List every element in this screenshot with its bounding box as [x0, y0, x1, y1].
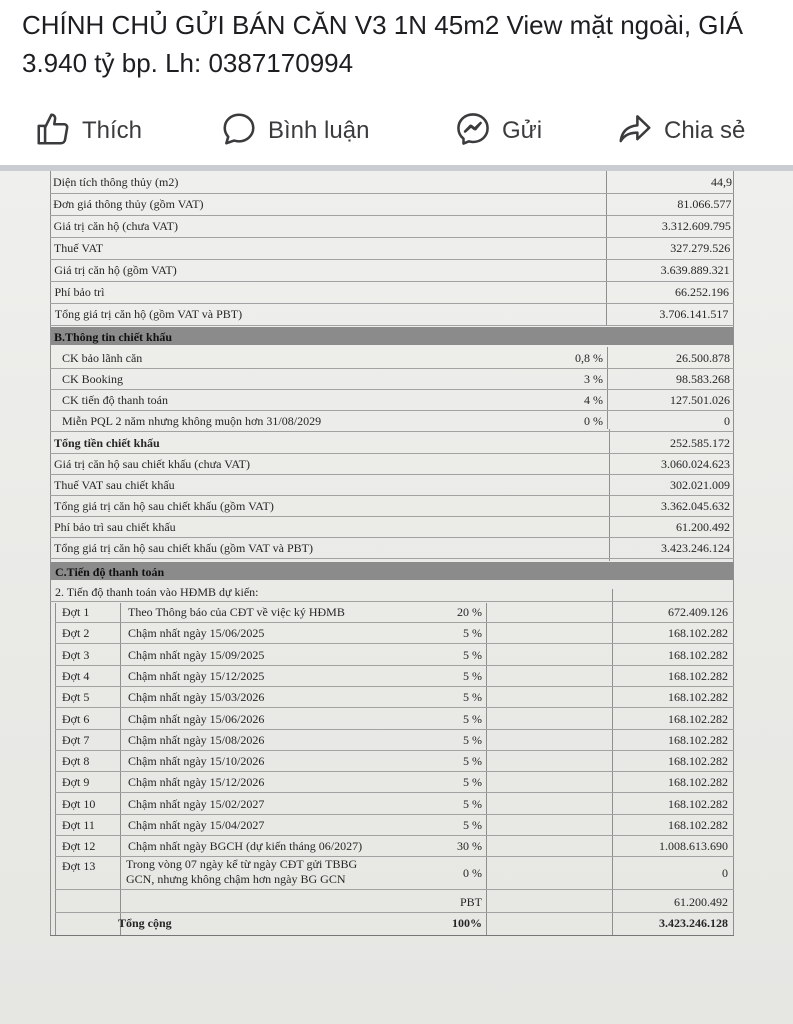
row-divider	[55, 686, 734, 687]
installment-pct: 20 %	[457, 605, 482, 619]
table-right-border	[733, 171, 734, 935]
installment-value: 1.008.613.690	[659, 839, 728, 854]
section-c-subtitle: 2. Tiến độ thanh toán vào HĐMB dự kiến:	[55, 585, 259, 599]
row-divider	[50, 431, 734, 432]
section-a-value: 66.252.196	[675, 285, 729, 299]
installment-name: Đợt 2	[62, 626, 90, 641]
row-divider	[50, 516, 734, 517]
thumbs-up-icon	[34, 110, 72, 153]
installment-pct: 5 %	[463, 754, 482, 769]
row-divider	[55, 729, 734, 730]
installment-value: 168.102.282	[668, 732, 728, 747]
row-divider	[55, 622, 734, 623]
installment-desc: Chậm nhất ngày BGCH (dự kiến tháng 06/2027)	[128, 839, 363, 854]
like-label: Thích	[82, 117, 143, 144]
installment-name: Đợt 9	[62, 775, 90, 790]
installment-pct: 5 %	[463, 668, 482, 683]
row-divider	[55, 835, 734, 836]
row-divider	[50, 453, 734, 454]
installment-pct: 5 %	[463, 647, 482, 662]
section-b-total-value: 3.423.246.124	[661, 541, 730, 555]
table-bottom-border	[50, 935, 734, 936]
installment-pct: 5 %	[463, 818, 482, 832]
row-divider	[50, 237, 734, 238]
installment-desc: Chậm nhất ngày 15/06/2026	[128, 711, 265, 726]
installment-value: 168.102.282	[668, 626, 728, 641]
comment-label: Bình luận	[268, 117, 370, 144]
installment-name: Đợt 5	[62, 690, 90, 705]
table-column-divider	[55, 603, 56, 935]
installment-value: 168.102.282	[668, 711, 728, 726]
section-b-total-value: 3.060.024.623	[661, 457, 730, 471]
section-a-label: Giá trị căn hộ (gồm VAT)	[54, 263, 177, 277]
section-a-value: 81.066.577	[677, 197, 732, 211]
row-divider	[50, 259, 734, 260]
installment-desc: Chậm nhất ngày 15/12/2025	[128, 668, 265, 683]
pbt-value: 61.200.492	[674, 895, 728, 909]
installment-pct: 5 %	[463, 775, 482, 790]
installment-desc: Chậm nhất ngày 15/09/2025	[128, 647, 265, 662]
installment-desc: Theo Thông báo của CĐT về việc ký HĐMB	[128, 605, 345, 619]
section-a-value: 44,9	[711, 175, 732, 189]
installment-13-pct: 0 %	[463, 866, 482, 880]
row-divider	[50, 325, 734, 326]
section-b-title: B.Thông tin chiết khấu	[54, 330, 173, 344]
installment-name: Đợt 12	[62, 839, 96, 854]
row-divider	[55, 707, 734, 708]
section-a-label: Phí bảo trì	[54, 285, 105, 299]
section-c-title: C.Tiến độ thanh toán	[55, 565, 165, 579]
section-b-total-label: Thuế VAT sau chiết khấu	[54, 478, 175, 492]
installment-desc: Chậm nhất ngày 15/02/2027	[128, 796, 265, 811]
installment-name: Đợt 11	[62, 818, 95, 832]
grand-total-value: 3.423.246.128	[659, 916, 728, 930]
installment-value: 168.102.282	[668, 775, 728, 790]
section-b-total-label: Tổng giá trị căn hộ sau chiết khấu (gồm VAT)	[54, 499, 274, 513]
section-b-total-label: Giá trị căn hộ sau chiết khấu (chưa VAT)	[54, 457, 251, 471]
installment-name: Đợt 6	[62, 711, 90, 726]
comment-button[interactable]	[220, 108, 369, 154]
section-b-item-pct: 0,8 %	[575, 351, 603, 365]
installment-value: 672.409.126	[668, 605, 728, 619]
table-column-divider	[120, 603, 121, 935]
row-divider	[50, 303, 734, 304]
table-column-divider	[486, 603, 487, 935]
installment-pct: 5 %	[463, 626, 482, 641]
share-button[interactable]	[616, 108, 745, 154]
table-column-divider	[606, 171, 607, 325]
section-b-item-value: 26.500.878	[676, 351, 730, 365]
section-b-item-pct: 3 %	[584, 372, 603, 386]
section-b-total-value: 61.200.492	[676, 520, 730, 534]
installment-pct: 5 %	[463, 732, 482, 747]
send-button[interactable]	[454, 108, 542, 154]
section-a-label: Diện tích thông thủy (m2)	[53, 175, 179, 189]
section-a-label: Giá trị căn hộ (chưa VAT)	[53, 219, 178, 233]
installment-desc: Chậm nhất ngày 15/03/2026	[128, 690, 265, 705]
row-divider	[50, 368, 734, 369]
installment-value: 168.102.282	[668, 647, 728, 662]
section-b-item-label: CK Booking	[62, 372, 124, 386]
installment-value: 168.102.282	[668, 754, 728, 769]
installment-desc: Chậm nhất ngày 15/04/2027	[128, 818, 265, 832]
section-b-item-label: CK bảo lãnh căn	[62, 351, 143, 365]
installment-13-desc-line1: Trong vòng 07 ngày kể từ ngày CĐT gửi TBBG	[126, 857, 358, 871]
row-divider	[55, 912, 734, 913]
grand-total-pct: 100%	[452, 916, 482, 930]
grand-total-label: Tổng cộng	[118, 916, 172, 930]
send-label: Gửi	[502, 117, 543, 144]
installment-name: Đợt 1	[62, 605, 90, 619]
row-divider	[50, 193, 734, 194]
section-a-label: Đơn giá thông thủy (gồm VAT)	[53, 197, 204, 211]
row-divider	[55, 814, 734, 815]
installment-name: Đợt 3	[62, 647, 90, 662]
price-sheet-document	[0, 171, 793, 1024]
section-b-total-label: Tổng giá trị căn hộ sau chiết khấu (gồm VAT và PBT)	[54, 541, 313, 555]
installment-name: Đợt 7	[62, 732, 90, 747]
row-divider	[50, 215, 734, 216]
row-divider	[55, 643, 734, 644]
section-a-value: 3.639.889.321	[660, 263, 730, 277]
installment-name: Đợt 10	[62, 796, 96, 811]
installment-13-name: Đợt 13	[62, 859, 96, 873]
section-b-total-label: Tổng tiền chiết khấu	[54, 436, 160, 450]
share-label: Chia sẻ	[664, 117, 746, 144]
installment-name: Đợt 4	[62, 668, 90, 683]
row-divider	[50, 601, 734, 602]
installment-name: Đợt 8	[62, 754, 90, 769]
section-b-item-value: 127.501.026	[670, 393, 730, 407]
installment-desc: Chậm nhất ngày 15/12/2026	[128, 775, 265, 790]
row-divider	[55, 665, 734, 666]
row-divider	[50, 474, 734, 475]
installment-pct: 5 %	[463, 690, 482, 705]
section-b-total-value: 302.021.009	[670, 478, 730, 492]
row-divider	[50, 281, 734, 282]
row-divider	[50, 389, 734, 390]
installment-desc: Chậm nhất ngày 15/10/2026	[128, 754, 265, 769]
section-b-total-value: 252.585.172	[670, 436, 730, 450]
messenger-icon	[454, 110, 492, 153]
post-title: CHÍNH CHỦ GỬI BÁN CĂN V3 1N 45m2 View mặt ngoài, GIÁ 3.940 tỷ bp. Lh: 0387170994	[22, 10, 744, 78]
row-divider	[55, 792, 734, 793]
share-arrow-icon	[616, 110, 654, 153]
installment-13-value: 0	[722, 866, 728, 880]
installment-13-desc-line2: GCN, nhưng không chậm hơn ngày BG GCN	[126, 872, 346, 886]
section-b-item-label: CK tiến độ thanh toán	[62, 393, 168, 407]
row-divider	[55, 889, 734, 890]
row-divider	[55, 750, 734, 751]
speech-bubble-icon	[220, 110, 258, 153]
post-photo[interactable]	[0, 171, 793, 1024]
installment-pct: 5 %	[463, 711, 482, 726]
section-a-value: 3.706.141.517	[659, 307, 729, 321]
row-divider	[50, 558, 734, 559]
pbt-label: PBT	[459, 895, 482, 909]
section-b-item-value: 98.583.268	[676, 372, 730, 386]
installment-value: 168.102.282	[668, 668, 728, 683]
section-b-item-label: Miễn PQL 2 năm nhưng không muộn hơn 31/08/2029	[62, 414, 322, 428]
installment-desc: Chậm nhất ngày 15/06/2025	[128, 626, 265, 641]
section-a-label: Tổng giá trị căn hộ (gồm VAT và PBT)	[54, 307, 243, 321]
installment-value: 168.102.282	[668, 690, 728, 705]
section-b-total-label: Phí bảo trì sau chiết khấu	[54, 520, 176, 534]
installment-desc: Chậm nhất ngày 15/08/2026	[128, 732, 265, 747]
row-divider	[55, 771, 734, 772]
installment-pct: 30 %	[457, 839, 482, 854]
installment-value: 168.102.282	[668, 796, 728, 811]
row-divider	[50, 410, 734, 411]
section-a-label: Thuế VAT	[53, 241, 104, 255]
post-action-bar	[0, 108, 793, 154]
row-divider	[50, 537, 734, 538]
table-left-border	[50, 171, 51, 935]
section-b-item-pct: 0 %	[584, 414, 603, 428]
section-a-value: 327.279.526	[670, 241, 731, 255]
section-b-item-pct: 4 %	[584, 393, 603, 407]
row-divider	[50, 495, 734, 496]
installment-pct: 5 %	[463, 796, 482, 811]
section-a-value: 3.312.609.795	[661, 219, 731, 233]
section-b-total-value: 3.362.045.632	[661, 499, 730, 513]
installment-value: 168.102.282	[668, 818, 728, 832]
table-column-divider	[607, 347, 608, 429]
like-button[interactable]	[34, 108, 142, 154]
table-column-divider	[612, 589, 613, 935]
section-b-item-value: 0	[724, 414, 730, 428]
